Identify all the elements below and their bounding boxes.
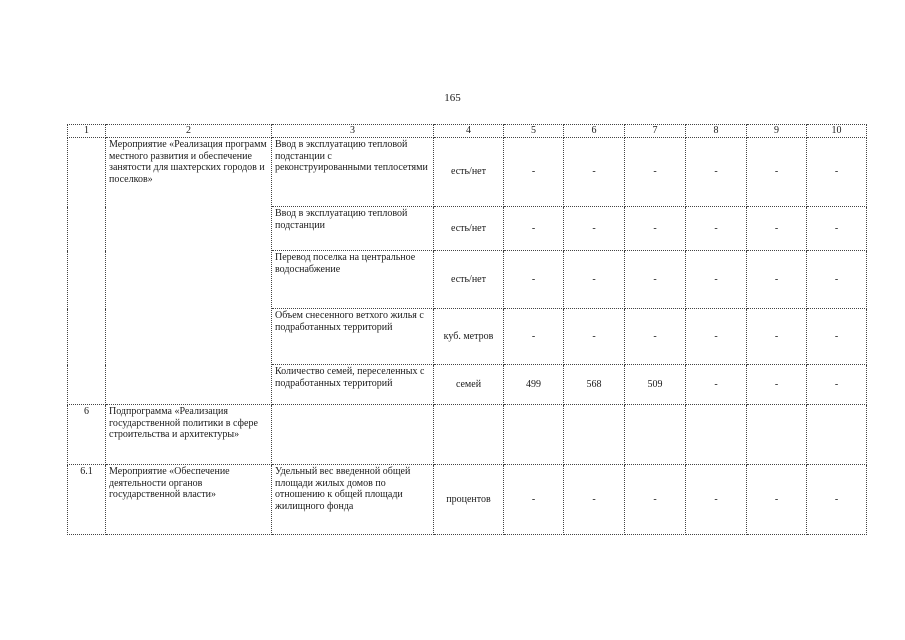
value-cell-7: -: [625, 207, 686, 251]
value-cell-9: -: [747, 365, 807, 405]
value-cell-6: [564, 405, 625, 465]
value-cell-9: -: [747, 207, 807, 251]
value-cell-6: -: [564, 251, 625, 309]
unit-cell: есть/нет: [434, 207, 504, 251]
row-number: [68, 138, 106, 405]
activity-name: Мероприятие «Реализация программ местного развития и обеспечение занятости для шахтерских городов и поселков»: [106, 138, 272, 405]
indicator-name: Удельный вес введенной общей площади жилых домов по отношению к общей площади жилищного фонда: [272, 465, 434, 535]
value-cell-5: -: [504, 465, 564, 535]
value-cell-8: -: [686, 365, 747, 405]
table-row: [68, 138, 867, 207]
value-cell-10: [807, 405, 867, 465]
activity-name: Подпрограмма «Реализация государственной политики в сфере строительства и архитектуры»: [106, 405, 272, 465]
column-header-6: 6: [564, 125, 625, 138]
column-header-2: 2: [106, 125, 272, 138]
value-cell-5: -: [504, 207, 564, 251]
column-header-8: 8: [686, 125, 747, 138]
value-cell-10: -: [807, 309, 867, 365]
value-cell-5: 499: [504, 365, 564, 405]
value-cell-7: -: [625, 309, 686, 365]
value-cell-6: 568: [564, 365, 625, 405]
column-header-4: 4: [434, 125, 504, 138]
value-cell-7: -: [625, 251, 686, 309]
unit-cell: [434, 405, 504, 465]
table-body: [68, 138, 867, 535]
value-cell-10: -: [807, 138, 867, 207]
value-cell-9: -: [747, 251, 807, 309]
indicator-name: Перевод поселка на центральное водоснабжение: [272, 251, 434, 309]
value-cell-9: -: [747, 465, 807, 535]
value-cell-6: -: [564, 207, 625, 251]
value-cell-8: -: [686, 251, 747, 309]
column-header-3: 3: [272, 125, 434, 138]
value-cell-5: -: [504, 309, 564, 365]
value-cell-10: -: [807, 465, 867, 535]
value-cell-8: -: [686, 138, 747, 207]
indicator-name: Объем снесенного ветхого жилья с подработанных территорий: [272, 309, 434, 365]
unit-cell: семей: [434, 365, 504, 405]
value-cell-8: -: [686, 309, 747, 365]
value-cell-7: -: [625, 465, 686, 535]
column-header-9: 9: [747, 125, 807, 138]
value-cell-9: -: [747, 138, 807, 207]
indicator-name: Количество семей, переселенных с подработанных территорий: [272, 365, 434, 405]
column-header-7: 7: [625, 125, 686, 138]
unit-cell: процентов: [434, 465, 504, 535]
column-header-5: 5: [504, 125, 564, 138]
unit-cell: есть/нет: [434, 138, 504, 207]
value-cell-5: -: [504, 138, 564, 207]
indicator-name: Ввод в эксплуатацию тепловой подстанции: [272, 207, 434, 251]
value-cell-9: -: [747, 309, 807, 365]
value-cell-7: -: [625, 138, 686, 207]
indicators-table: [67, 124, 867, 535]
value-cell-6: -: [564, 309, 625, 365]
value-cell-9: [747, 405, 807, 465]
row-number: 6.1: [68, 465, 106, 535]
row-number: 6: [68, 405, 106, 465]
value-cell-7: 509: [625, 365, 686, 405]
value-cell-10: -: [807, 251, 867, 309]
value-cell-8: [686, 405, 747, 465]
header-row: [68, 125, 867, 138]
page-number: 165: [444, 92, 461, 104]
unit-cell: куб. метров: [434, 309, 504, 365]
indicator-name: [272, 405, 434, 465]
value-cell-5: [504, 405, 564, 465]
value-cell-10: -: [807, 365, 867, 405]
unit-cell: есть/нет: [434, 251, 504, 309]
indicator-name: Ввод в эксплуатацию тепловой подстанции с реконструированными теплосетями: [272, 138, 434, 207]
value-cell-8: -: [686, 207, 747, 251]
value-cell-8: -: [686, 465, 747, 535]
value-cell-10: -: [807, 207, 867, 251]
table-row: [68, 405, 867, 465]
value-cell-6: -: [564, 138, 625, 207]
value-cell-5: -: [504, 251, 564, 309]
value-cell-6: -: [564, 465, 625, 535]
table-row: [68, 465, 867, 535]
column-header-1: 1: [68, 125, 106, 138]
activity-name: Мероприятие «Обеспечение деятельности органов государственной власти»: [106, 465, 272, 535]
column-header-10: 10: [807, 125, 867, 138]
value-cell-7: [625, 405, 686, 465]
